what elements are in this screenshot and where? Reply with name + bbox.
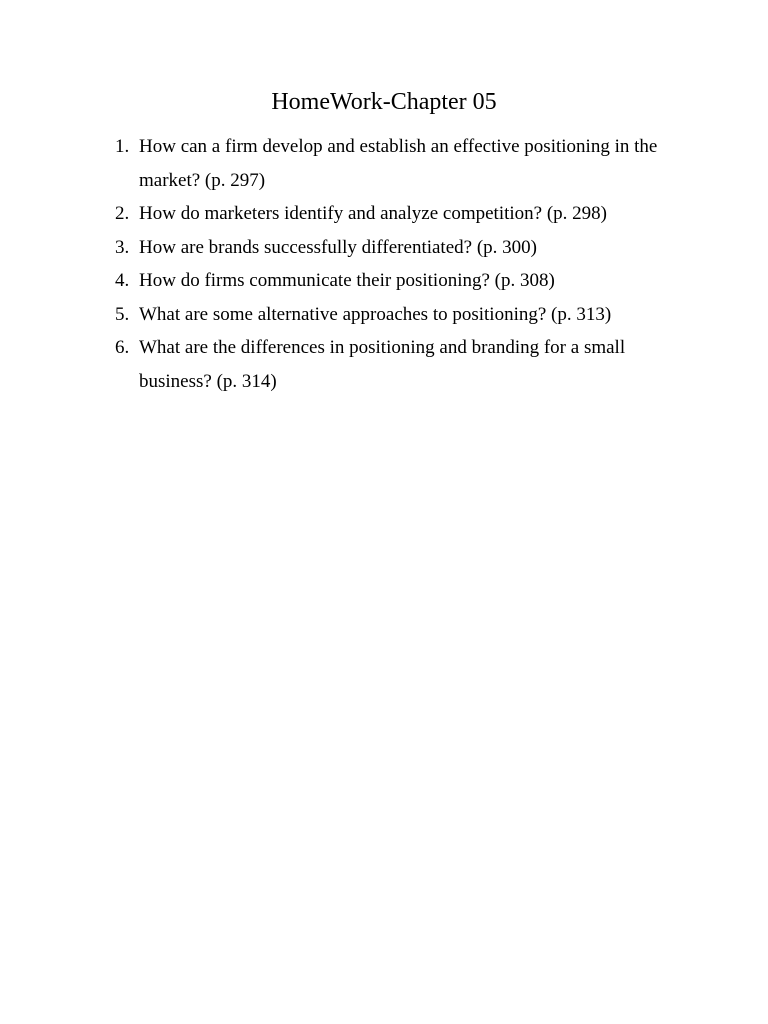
question-number: 1. <box>115 136 130 157</box>
question-item-1 <box>0 130 699 197</box>
question-text: How can a firm develop and establish an effective positioning in the market? (p. 297) <box>139 136 658 191</box>
question-list <box>0 130 699 398</box>
question-text: How are brands successfully differentiated? (p. 300) <box>139 236 537 258</box>
question-number: 6. <box>115 337 130 358</box>
question-number: 4. <box>115 270 130 291</box>
question-item-5 <box>0 298 699 332</box>
question-item-6 <box>0 331 699 398</box>
question-number: 2. <box>115 203 130 224</box>
document-title: HomeWork-Chapter 05 <box>271 89 497 115</box>
question-text: What are the differences in positioning and branding for a small business? (p. 314) <box>139 337 626 392</box>
question-text: What are some alternative approaches to positioning? (p. 313) <box>139 303 612 325</box>
question-item-2 <box>0 197 699 231</box>
question-number: 3. <box>115 236 130 258</box>
question-item-3 <box>0 231 699 265</box>
question-number: 5. <box>115 303 130 325</box>
question-item-4 <box>0 264 699 298</box>
question-text: How do firms communicate their positioning? (p. 308) <box>139 270 555 291</box>
question-text: How do marketers identify and analyze competition? (p. 298) <box>139 203 607 224</box>
